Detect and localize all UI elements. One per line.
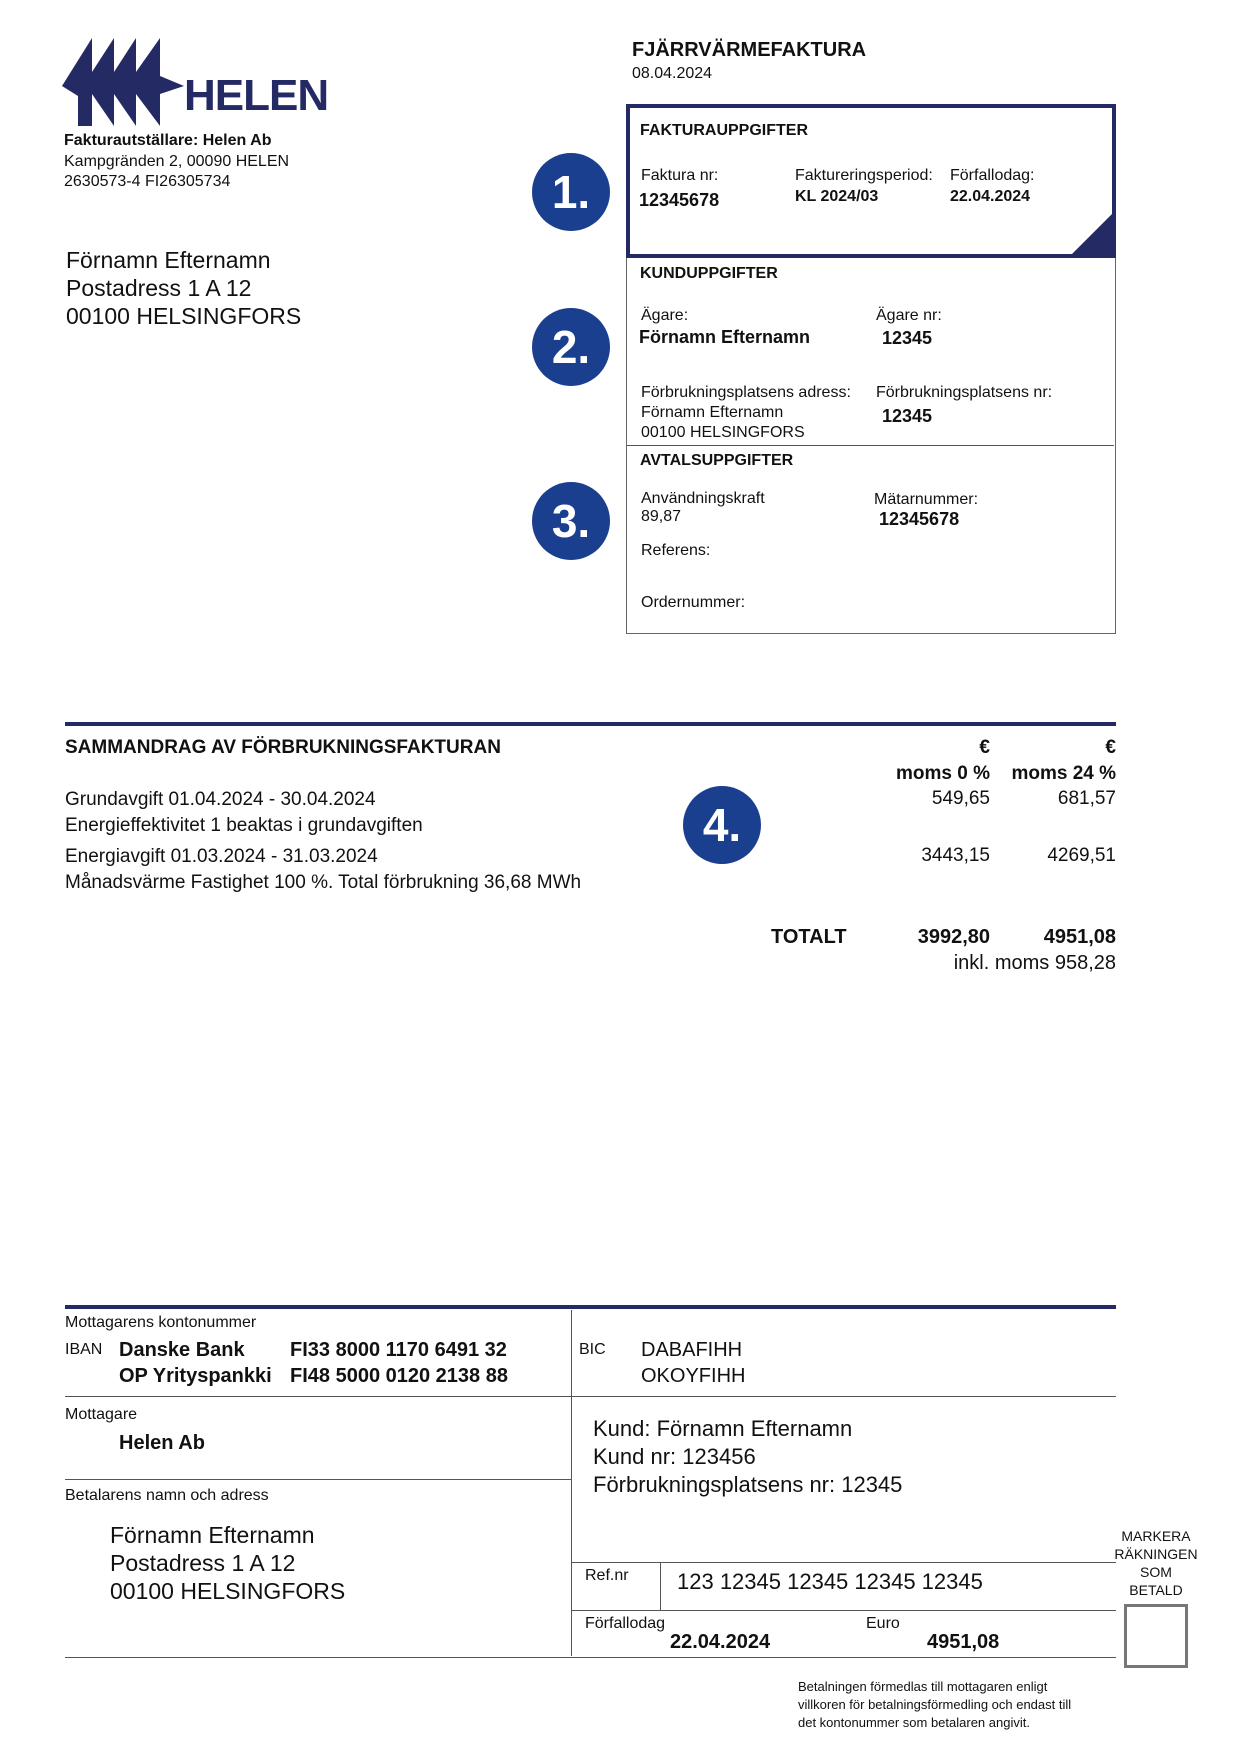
meter-number: 12345678 [879, 509, 960, 529]
invoice-number-label: Faktura nr: [641, 167, 719, 184]
slip-due-date: 22.04.2024 [670, 1631, 771, 1653]
basic-fee-vat24: 681,57 [1057, 788, 1116, 809]
footer-note [798, 1678, 1071, 1732]
marker-4: 4. [683, 786, 761, 864]
customer-info-heading: KUNDUPPGIFTER [640, 265, 778, 282]
basic-fee-line2: Energieffektivitet 1 beaktas i grundavgiften [65, 815, 423, 836]
iban-label: IBAN [65, 1341, 103, 1358]
iban-2: FI48 5000 0120 2138 88 [290, 1365, 508, 1387]
account-label: Mottagarens kontonummer [65, 1314, 257, 1331]
receiver-label: Mottagare [65, 1406, 138, 1423]
invoice-info-heading: FAKTURAUPPGIFTER [640, 122, 808, 139]
customer-nr-line: Kund nr: 123456 [593, 1444, 756, 1469]
site-address-line1: Förnamn Efternamn [641, 404, 784, 421]
issuer-ids: 2630573-4 FI26305734 [64, 173, 231, 190]
customer-line: Kund: Förnamn Efternamn [593, 1416, 853, 1441]
payment-bottom-rule [65, 1657, 1116, 1658]
energy-fee-vat24: 4269,51 [1047, 845, 1116, 866]
owner-nr: 12345 [882, 328, 933, 348]
order-label: Ordernummer: [641, 594, 746, 611]
invoice-date: 08.04.2024 [632, 65, 713, 82]
recipient-name: Förnamn Efternamn [66, 247, 271, 273]
mark-paid-line4: BETALD [1129, 1582, 1183, 1598]
ref-divider-bottom [571, 1610, 1116, 1611]
energy-fee-line2: Månadsvärme Fastighet 100 %. Total förbrukning 36,68 MWh [65, 872, 582, 893]
currency-col2: € [1105, 737, 1116, 758]
payer-address [110, 1521, 345, 1605]
payer-name: Förnamn Efternamn [110, 1522, 315, 1548]
energy-fee-vat0: 3443,15 [921, 845, 990, 866]
invoice-title: FJÄRRVÄRMEFAKTURA [632, 39, 867, 61]
mark-paid-checkbox[interactable] [1124, 1604, 1188, 1668]
recipient-city: 00100 HELSINGFORS [66, 303, 302, 329]
total-label: TOTALT [771, 926, 847, 948]
payer-city: 00100 HELSINGFORS [110, 1578, 346, 1604]
billing-period-label: Faktureringsperiod: [795, 167, 933, 184]
invoice-info-corner [1070, 212, 1114, 256]
info-divider [627, 445, 1114, 446]
mark-paid-label [1108, 1527, 1204, 1599]
bank-name-2: OP Yrityspankki [119, 1365, 272, 1387]
euro-label: Euro [866, 1615, 900, 1632]
helen-logo-mark [62, 38, 187, 128]
marker-3: 3. [532, 482, 610, 560]
ref-label-divider [660, 1562, 661, 1610]
mark-paid-line3: SOM [1140, 1564, 1172, 1580]
vat0-header: moms 0 % [896, 763, 990, 784]
summary-row-energy-fee [65, 844, 581, 896]
meter-label: Mätarnummer: [874, 491, 979, 508]
mark-paid-line1: MARKERA [1121, 1528, 1191, 1544]
slip-due-label: Förfallodag [585, 1615, 666, 1632]
bank-name-1: Danske Bank [119, 1339, 245, 1361]
bic-1: DABAFIHH [641, 1339, 743, 1361]
billing-period: KL 2024/03 [795, 188, 879, 205]
recipient-address [66, 246, 301, 330]
due-date-label: Förfallodag: [950, 167, 1035, 184]
site-nr-line: Förbrukningsplatsens nr: 12345 [593, 1472, 903, 1497]
currency-col1: € [979, 737, 990, 758]
footer-note-line2: villkoren för betalningsförmedling och endast till [798, 1697, 1072, 1712]
reference-number: 123 12345 12345 12345 12345 [677, 1569, 983, 1594]
summary-heading: SAMMANDRAG AV FÖRBRUKNINGSFAKTURAN [65, 737, 501, 758]
bic-2: OKOYFIHH [641, 1365, 746, 1387]
payment-divider-2 [65, 1479, 571, 1480]
due-date: 22.04.2024 [950, 188, 1031, 205]
total-vat0: 3992,80 [917, 926, 990, 948]
vat24-header: moms 24 % [1011, 763, 1116, 784]
site-nr: 12345 [882, 406, 933, 426]
mark-paid-line2: RÄKNINGEN [1114, 1546, 1198, 1562]
iban-1: FI33 8000 1170 6491 32 [290, 1339, 507, 1361]
energy-fee-line1: Energiavgift 01.03.2024 - 31.03.2024 [65, 846, 378, 867]
helen-logo [62, 38, 329, 128]
payment-center-divider [571, 1310, 572, 1656]
marker-2: 2. [532, 308, 610, 386]
payer-label: Betalarens namn och adress [65, 1487, 269, 1504]
logo-text: HELEN [184, 71, 329, 120]
payer-street: Postadress 1 A 12 [110, 1550, 296, 1576]
usage-value: 89,87 [641, 508, 682, 525]
owner-label: Ägare: [641, 307, 689, 324]
usage-label: Användningskraft [641, 490, 765, 507]
invoice-number: 12345678 [639, 190, 720, 210]
issuer-label: Fakturautställare: Helen Ab [64, 132, 272, 149]
site-nr-label: Förbrukningsplatsens nr: [876, 384, 1053, 401]
ref-label: Ref.nr [585, 1567, 629, 1584]
total-vat24: 4951,08 [1043, 926, 1116, 948]
site-address-label: Förbrukningsplatsens adress: [641, 384, 851, 401]
marker-1: 1. [532, 153, 610, 231]
summary-row-basic-fee [65, 787, 423, 839]
contract-info-heading: AVTALSUPPGIFTER [640, 452, 794, 469]
basic-fee-line1: Grundavgift 01.04.2024 - 30.04.2024 [65, 789, 376, 810]
footer-note-line1: Betalningen förmedlas till mottagaren enligt [798, 1679, 1048, 1694]
ref-divider-top [571, 1562, 1116, 1563]
footer-note-line3: det kontonummer som betalaren angivit. [798, 1715, 1030, 1730]
slip-amount: 4951,08 [927, 1631, 1000, 1653]
payment-top-rule [65, 1305, 1116, 1309]
owner-name: Förnamn Efternamn [639, 327, 811, 347]
reference-label: Referens: [641, 542, 711, 559]
site-address-line2: 00100 HELSINGFORS [641, 424, 805, 441]
receiver-name: Helen Ab [119, 1432, 205, 1454]
payment-divider-1 [65, 1396, 1116, 1397]
owner-nr-label: Ägare nr: [876, 307, 942, 324]
recipient-street: Postadress 1 A 12 [66, 275, 252, 301]
basic-fee-vat0: 549,65 [931, 788, 990, 809]
vat-included-note: inkl. moms 958,28 [953, 952, 1116, 974]
bic-label: BIC [579, 1341, 606, 1358]
issuer-address: Kampgränden 2, 00090 HELEN [64, 153, 290, 170]
summary-top-rule [65, 722, 1116, 726]
